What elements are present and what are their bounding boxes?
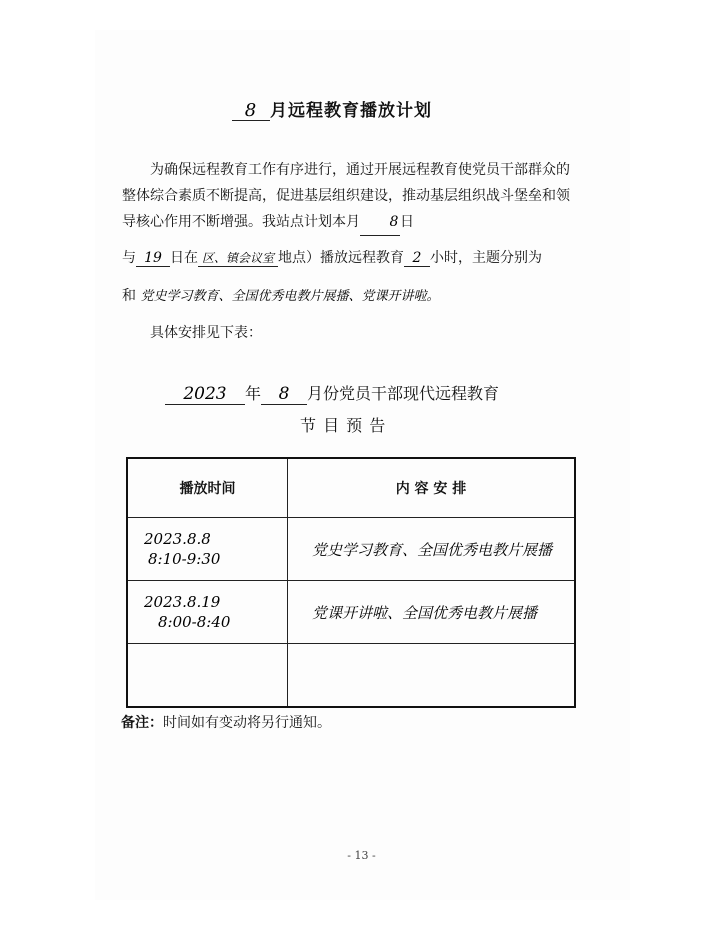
row3-time-cell (127, 644, 288, 708)
page-number: - 13 - (347, 849, 376, 862)
title-month-blank: 8 (232, 102, 270, 121)
row1-content: 党史学习教育、全国优秀电教片展播 (288, 518, 576, 581)
table-row (127, 644, 575, 708)
plan-hours: 2 (404, 250, 430, 267)
see-table-text: 具体安排见下表： (150, 325, 262, 341)
intro-text: 为确保远程教育工作有序进行，通过开展远程教育使党员干部群众的整体综合素质不断提高，促进基层组织建设，推动基层组织战斗堡垒和领导核心作用不断增强。我站点计划本月 (122, 162, 570, 230)
subtitle-year: 2023 (165, 384, 245, 405)
plan-day2: 19 (136, 250, 170, 267)
title-text: 月远程教育播放计划 (270, 101, 432, 121)
note-label: 备注： (121, 715, 163, 731)
row2-content: 党课开讲啦、全国优秀电教片展播 (288, 581, 576, 644)
note (121, 712, 331, 732)
schedule-subheading: 节 目 预 告 (300, 416, 387, 435)
plan-themes: 党史学习教育、全国优秀电教片展播、党课开讲啦。 (140, 289, 440, 304)
schedule-table (126, 457, 576, 708)
row1-time: 8:10-9:30 (148, 550, 221, 568)
plan-text-location: 地点）播放远程教育 (278, 250, 404, 266)
plan-text-yu: 与 (122, 250, 136, 266)
subtitle-text-year: 年 (245, 384, 262, 403)
row2-time: 8:00-8:40 (158, 613, 231, 631)
plan-text-ri: 日 (400, 214, 414, 230)
table-header-row (127, 458, 575, 518)
header-content: 内 容 安 排 (288, 458, 576, 518)
schedule-heading (165, 381, 499, 405)
note-text: 时间如有变动将另行通知。 (163, 715, 331, 731)
header-time: 播放时间 (127, 458, 288, 518)
plan-line-2 (122, 247, 542, 267)
row1-time-cell (127, 518, 288, 581)
plan-day1: 8 (360, 209, 400, 236)
subtitle-month: 8 (261, 384, 307, 405)
table-row (127, 581, 575, 644)
document-title (232, 96, 432, 121)
row2-time-cell (127, 581, 288, 644)
plan-text-hours: 小时，主题分别为 (430, 250, 542, 266)
plan-text-he: 和 (122, 288, 136, 304)
plan-line-3 (122, 285, 439, 305)
intro-paragraph (122, 157, 577, 236)
plan-location: 区、镇会议室 (198, 249, 278, 267)
table-row (127, 518, 575, 581)
row2-date: 2023.8.19 (144, 593, 221, 611)
subtitle-text-rest: 月份党员干部现代远程教育 (307, 384, 500, 403)
plan-text-rizai: 日在 (170, 250, 198, 266)
row1-date: 2023.8.8 (144, 530, 211, 548)
row3-content (288, 644, 576, 708)
